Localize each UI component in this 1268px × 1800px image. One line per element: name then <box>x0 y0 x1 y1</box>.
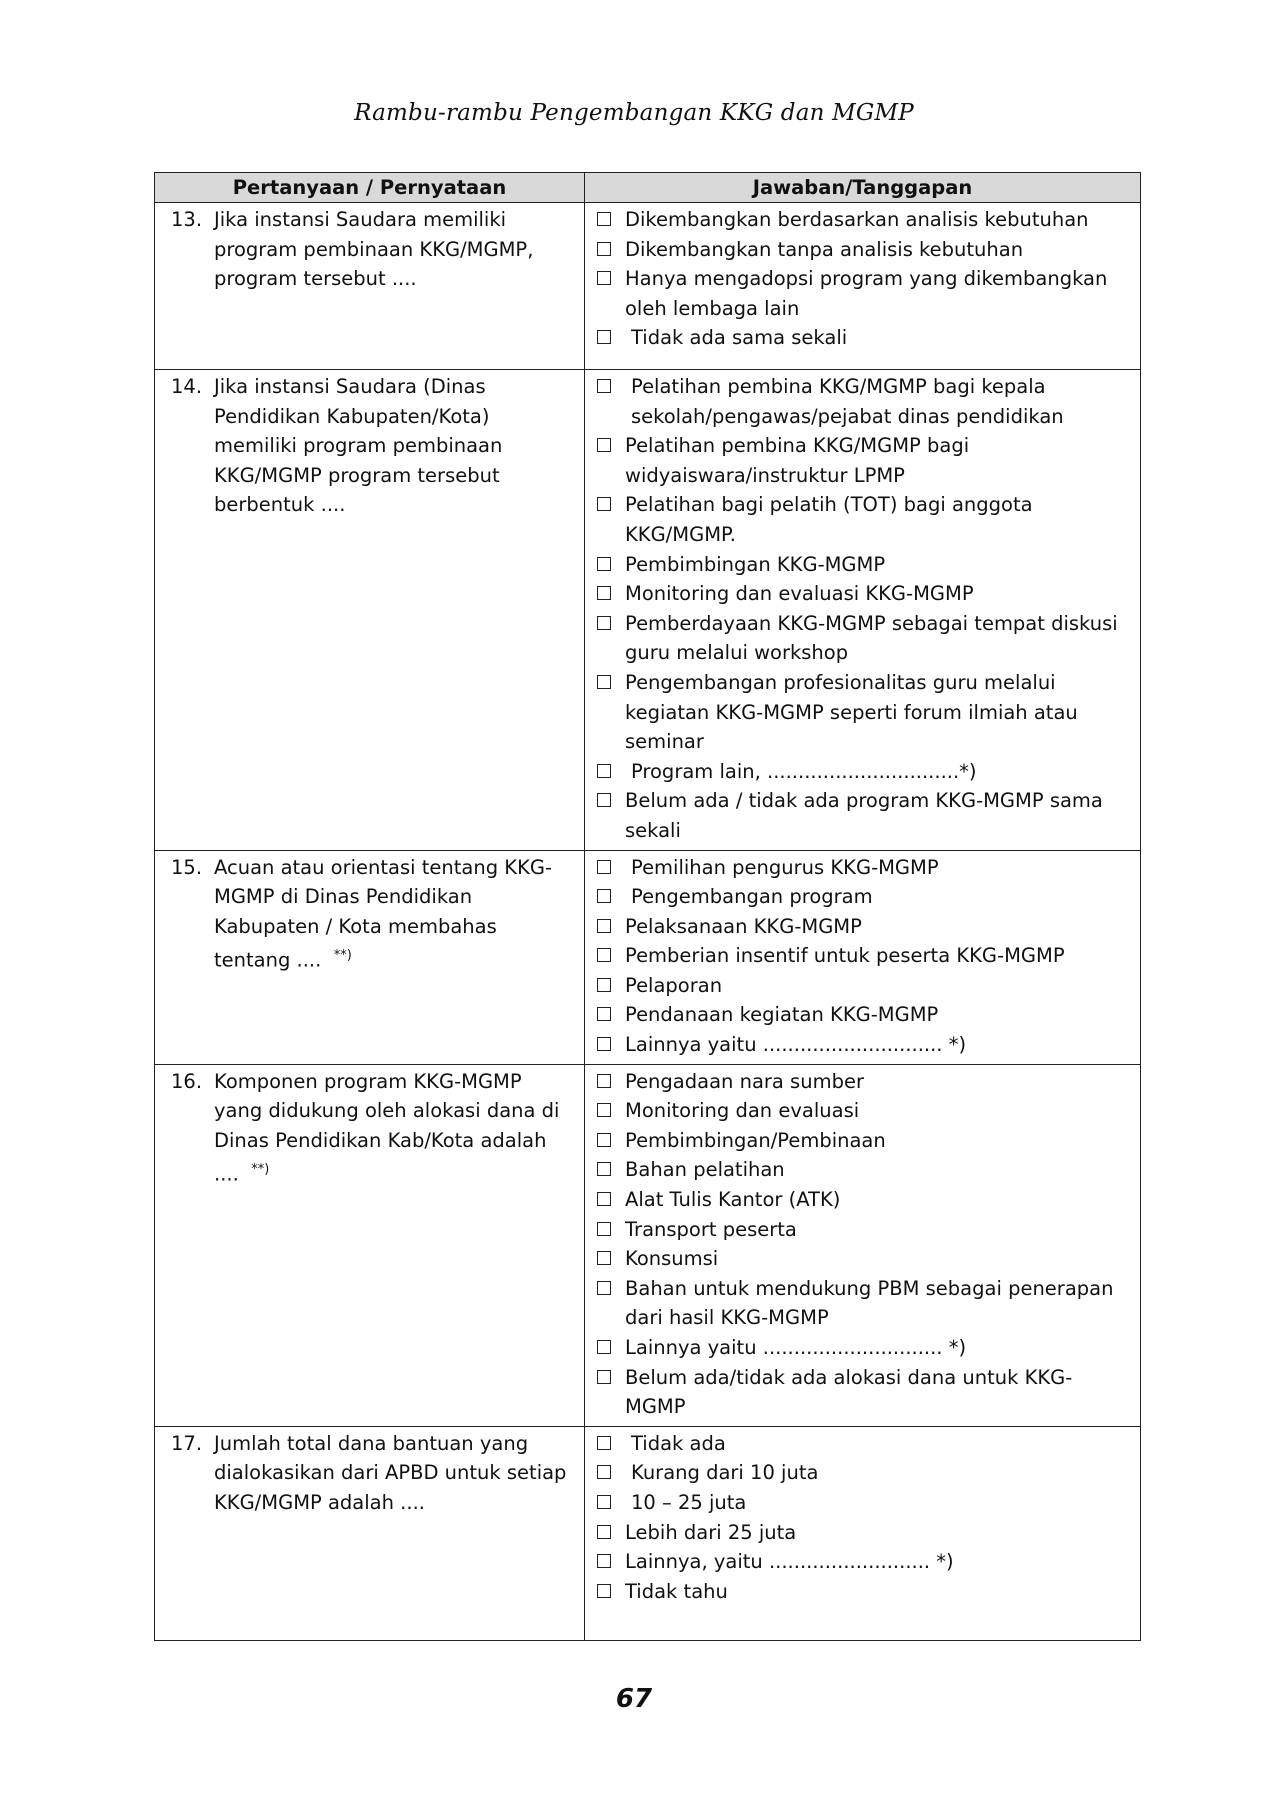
answer-option-label: Transport peserta <box>625 1217 797 1241</box>
answer-option[interactable] <box>597 1067 1132 1097</box>
answer-option[interactable] <box>597 1215 1132 1245</box>
answer-option-label: Pengembangan profesionalitas guru melalui kegiatan KKG-MGMP seperti forum ilmiah atau seminar <box>625 670 1078 754</box>
answer-option[interactable] <box>597 941 1132 971</box>
answer-option[interactable] <box>597 431 1132 490</box>
checkbox-icon[interactable] <box>597 1465 611 1479</box>
question-note: **) <box>251 1162 270 1178</box>
answer-option[interactable] <box>597 668 1132 757</box>
answer-option-label: Lainnya, yaitu .......................... *) <box>625 1550 954 1574</box>
answer-option-label: Tidak ada <box>631 1431 726 1455</box>
checkbox-icon[interactable] <box>597 1251 611 1265</box>
question-text: Acuan atau orientasi tentang KKG-MGMP di Dinas Pendidikan Kabupaten / Kota membahas tentang .... **) <box>214 855 553 972</box>
answer-option-label: Pelaporan <box>625 973 723 997</box>
checkbox-icon[interactable] <box>597 212 611 226</box>
answer-option-label: Alat Tulis Kantor (ATK) <box>625 1188 841 1212</box>
question-row <box>155 1426 1141 1640</box>
answer-option[interactable] <box>597 882 1132 912</box>
checkbox-icon[interactable] <box>597 379 611 393</box>
answer-option[interactable] <box>597 1547 1132 1577</box>
answer-option[interactable] <box>597 1244 1132 1274</box>
running-header: Rambu-rambu Pengembangan KKG dan MGMP <box>354 100 914 126</box>
question-row <box>155 203 1141 370</box>
checkbox-icon[interactable] <box>597 242 611 256</box>
answer-option-label: Pelatihan pembina KKG/MGMP bagi kepala sekolah/pengawas/pejabat dinas pendidikan <box>631 375 1064 428</box>
answer-option-label: Pelaksanaan KKG-MGMP <box>625 914 862 938</box>
answer-option[interactable] <box>597 912 1132 942</box>
question-number: 15. <box>171 855 203 879</box>
answer-option[interactable] <box>597 853 1132 883</box>
question-cell <box>155 1426 585 1640</box>
answer-option[interactable] <box>597 235 1132 265</box>
checkbox-icon[interactable] <box>597 919 611 933</box>
checkbox-icon[interactable] <box>597 1074 611 1088</box>
answer-option[interactable] <box>597 372 1132 431</box>
question-cell <box>155 850 585 1064</box>
answer-option-label: Pendanaan kegiatan KKG-MGMP <box>625 1003 939 1027</box>
checkbox-icon[interactable] <box>597 1007 611 1021</box>
answer-option[interactable] <box>597 1126 1132 1156</box>
answer-option-label: Pengembangan program <box>631 885 873 909</box>
checkbox-icon[interactable] <box>597 948 611 962</box>
answer-option-label: Dikembangkan tanpa analisis kebutuhan <box>625 237 1024 261</box>
answer-option-label: Bahan pelatihan <box>625 1158 785 1182</box>
answer-option[interactable] <box>597 1363 1132 1422</box>
questionnaire-table <box>154 172 1141 1641</box>
checkbox-icon[interactable] <box>597 1554 611 1568</box>
checkbox-icon[interactable] <box>597 675 611 689</box>
answer-option[interactable] <box>597 205 1132 235</box>
checkbox-icon[interactable] <box>597 1525 611 1539</box>
checkbox-icon[interactable] <box>597 860 611 874</box>
checkbox-icon[interactable] <box>597 586 611 600</box>
answer-option-label: Tidak ada sama sekali <box>631 326 848 350</box>
page-number: 67 <box>615 1684 653 1714</box>
question-text: Jumlah total dana bantuan yang dialokasikan dari APBD untuk setiap KKG/MGMP adalah .... <box>214 1431 567 1514</box>
answer-option[interactable] <box>597 1274 1132 1333</box>
answer-option-label: Konsumsi <box>625 1247 719 1271</box>
checkbox-icon[interactable] <box>597 271 611 285</box>
checkbox-icon[interactable] <box>597 889 611 903</box>
checkbox-icon[interactable] <box>597 1340 611 1354</box>
checkbox-icon[interactable] <box>597 1281 611 1295</box>
answer-option[interactable] <box>597 264 1132 323</box>
checkbox-icon[interactable] <box>597 557 611 571</box>
answer-option[interactable] <box>597 786 1132 845</box>
answer-option-label: Belum ada / tidak ada program KKG-MGMP sama sekali <box>625 789 1103 842</box>
question-cell <box>155 370 585 851</box>
answer-option[interactable] <box>597 1155 1132 1185</box>
answer-option[interactable] <box>597 609 1132 668</box>
checkbox-icon[interactable] <box>597 1436 611 1450</box>
answer-option-label: Kurang dari 10 juta <box>631 1461 819 1485</box>
checkbox-icon[interactable] <box>597 497 611 511</box>
answer-cell <box>585 1426 1141 1640</box>
checkbox-icon[interactable] <box>597 764 611 778</box>
checkbox-icon[interactable] <box>597 1162 611 1176</box>
answer-option[interactable] <box>597 1030 1132 1060</box>
column-header-question: Pertanyaan / Pernyataan <box>155 173 585 203</box>
answer-option-label: Program lain, ...............................*) <box>631 759 977 783</box>
answer-option-label: Dikembangkan berdasarkan analisis kebutuhan <box>625 208 1089 231</box>
checkbox-icon[interactable] <box>597 1133 611 1147</box>
answer-option-label: Tidak tahu <box>625 1579 728 1603</box>
answer-option[interactable] <box>597 757 1132 787</box>
answer-option-label: Monitoring dan evaluasi <box>625 1099 860 1123</box>
answer-option-label: Lebih dari 25 juta <box>625 1520 797 1544</box>
answer-option-label: Pembimbingan KKG-MGMP <box>625 552 886 576</box>
checkbox-icon[interactable] <box>597 1103 611 1117</box>
answer-option-label: Pengadaan nara sumber <box>625 1069 864 1093</box>
question-text: Jika instansi Saudara (Dinas Pendidikan Kabupaten/Kota) memiliki program pembinaan KKG/MGMP program tersebut berbentuk .... <box>214 375 503 517</box>
question-number: 13. <box>171 208 203 231</box>
checkbox-icon[interactable] <box>597 1584 611 1598</box>
question-row <box>155 1064 1141 1426</box>
question-text: Komponen program KKG-MGMP yang didukung oleh alokasi dana di Dinas Pendidikan Kab/Kota adalah .... **) <box>214 1069 560 1186</box>
answer-option[interactable] <box>597 1185 1132 1215</box>
checkbox-icon[interactable] <box>597 1495 611 1509</box>
checkbox-icon[interactable] <box>597 1192 611 1206</box>
answer-cell <box>585 850 1141 1064</box>
answer-option-label: Pembimbingan/Pembinaan <box>625 1128 886 1152</box>
checkbox-icon[interactable] <box>597 978 611 992</box>
question-row <box>155 850 1141 1064</box>
answer-option-label: Belum ada/tidak ada alokasi dana untuk KKG-MGMP <box>625 1365 1073 1419</box>
question-number: 17. <box>171 1431 203 1455</box>
answer-option[interactable] <box>597 971 1132 1001</box>
answer-option[interactable] <box>597 323 1132 353</box>
question-number: 14. <box>171 375 203 398</box>
column-header-answer: Jawaban/Tanggapan <box>585 173 1141 203</box>
answer-option-label: Lainnya yaitu ............................. *) <box>625 1336 967 1359</box>
answer-option-label: Pelatihan pembina KKG/MGMP bagi widyaiswara/instruktur LPMP <box>625 434 970 487</box>
answer-cell <box>585 370 1141 851</box>
answer-option[interactable] <box>597 1333 1132 1363</box>
checkbox-icon[interactable] <box>597 1222 611 1236</box>
answer-option-label: 10 – 25 juta <box>631 1490 747 1514</box>
question-row <box>155 370 1141 851</box>
answer-option-label: Pemberdayaan KKG-MGMP sebagai tempat diskusi guru melalui workshop <box>625 611 1118 665</box>
answer-option-label: Pemberian insentif untuk peserta KKG-MGMP <box>625 944 1065 968</box>
checkbox-icon[interactable] <box>597 793 611 807</box>
checkbox-icon[interactable] <box>597 1037 611 1051</box>
answer-option-label: Monitoring dan evaluasi KKG-MGMP <box>625 582 974 606</box>
answer-option[interactable] <box>597 1518 1132 1548</box>
answer-option-label: Bahan untuk mendukung PBM sebagai penerapan dari hasil KKG-MGMP <box>625 1276 1114 1330</box>
checkbox-icon[interactable] <box>597 1370 611 1384</box>
question-text: Jika instansi Saudara memiliki program pembinaan KKG/MGMP, program tersebut .... <box>214 208 534 291</box>
answer-option[interactable] <box>597 1096 1132 1126</box>
question-number: 16. <box>171 1069 203 1093</box>
answer-option[interactable] <box>597 1000 1132 1030</box>
answer-option[interactable] <box>597 1577 1132 1607</box>
answer-option[interactable] <box>597 1488 1132 1518</box>
checkbox-icon[interactable] <box>597 438 611 452</box>
answer-option[interactable] <box>597 579 1132 609</box>
answer-option-label: Pemilihan pengurus KKG-MGMP <box>631 855 939 879</box>
table-header-row <box>155 173 1141 203</box>
answer-option[interactable] <box>597 1429 1132 1459</box>
answer-cell <box>585 203 1141 370</box>
answer-option[interactable] <box>597 1458 1132 1488</box>
answer-option-label: Hanya mengadopsi program yang dikembangkan oleh lembaga lain <box>625 267 1108 320</box>
question-cell <box>155 203 585 370</box>
checkbox-icon[interactable] <box>597 330 611 344</box>
answer-option[interactable] <box>597 550 1132 580</box>
answer-option-label: Lainnya yaitu ............................. *) <box>625 1033 967 1057</box>
answer-cell <box>585 1064 1141 1426</box>
answer-option[interactable] <box>597 490 1132 549</box>
question-note: **) <box>333 948 352 964</box>
checkbox-icon[interactable] <box>597 616 611 630</box>
question-cell <box>155 1064 585 1426</box>
answer-option-label: Pelatihan bagi pelatih (TOT) bagi anggota KKG/MGMP. <box>625 493 1033 546</box>
